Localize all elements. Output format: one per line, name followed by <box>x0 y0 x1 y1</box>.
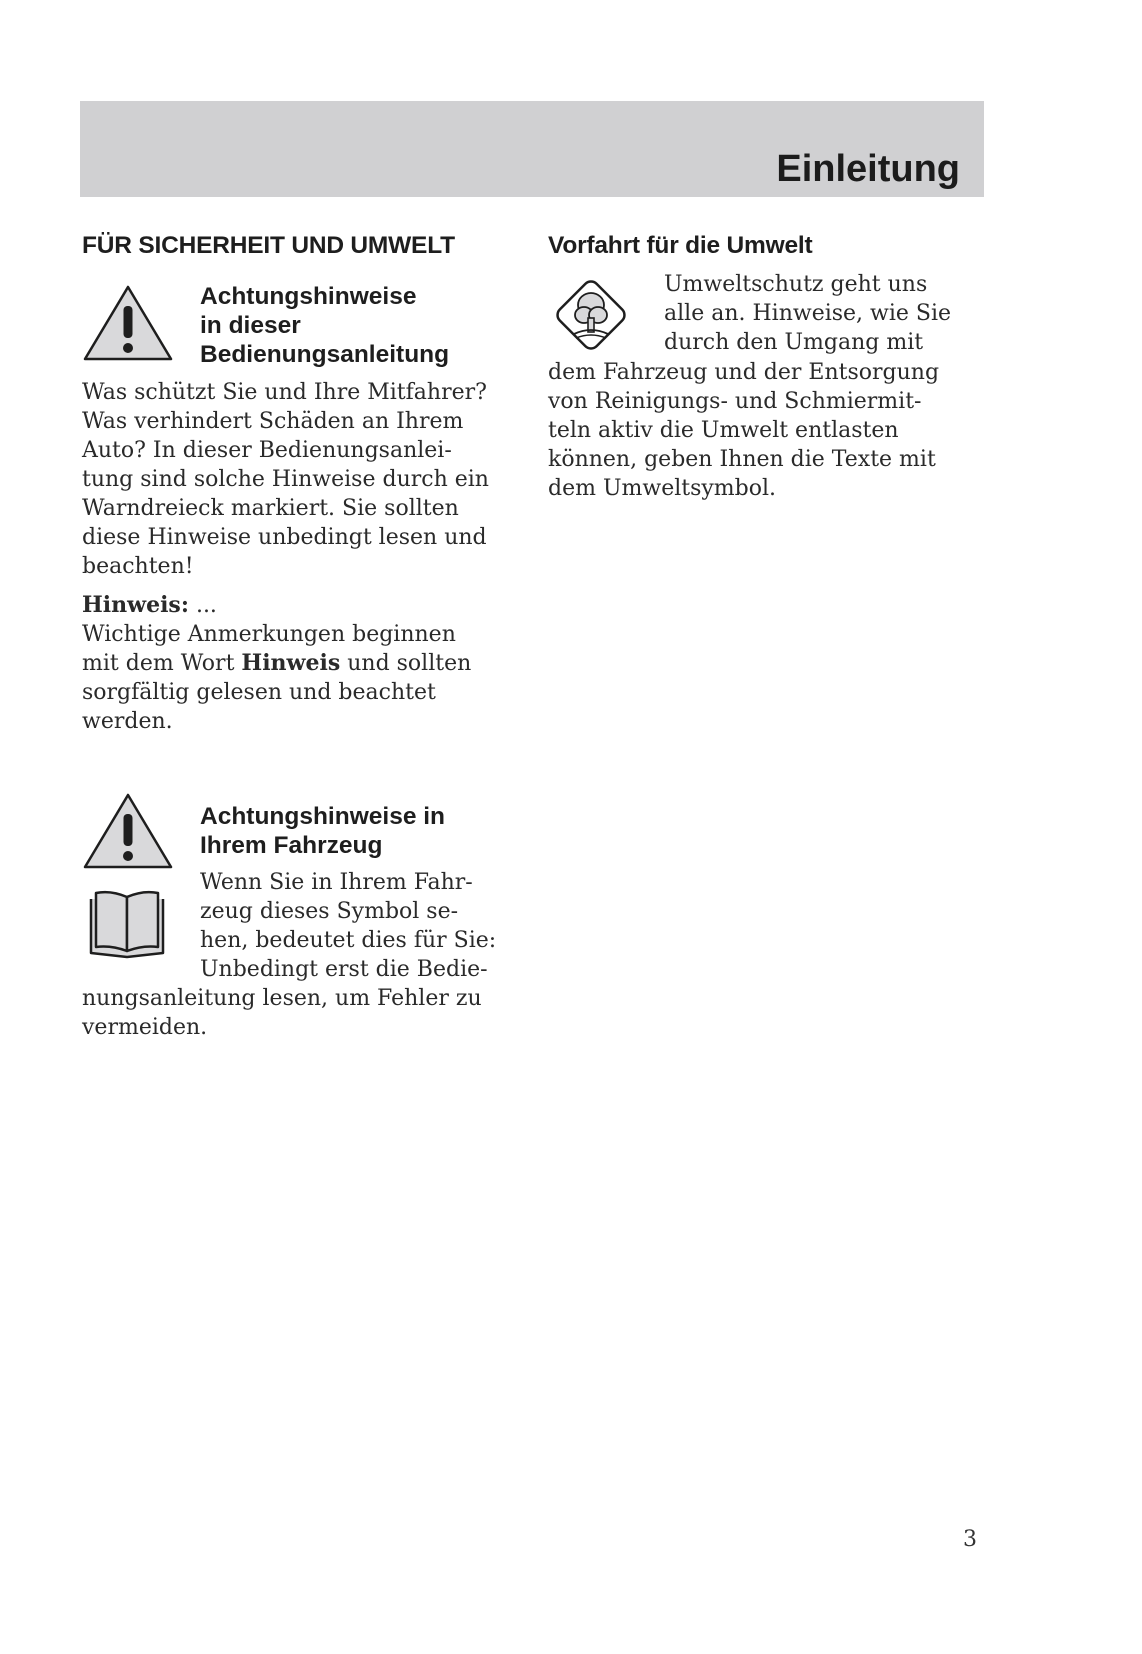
page-title: Einleitung <box>776 148 960 190</box>
body-line: diese Hinweise unbedingt lesen und <box>82 525 487 550</box>
body-line: Was verhindert Schäden an Ihrem <box>82 409 464 434</box>
warning-block-vehicle <box>82 802 522 1042</box>
body-line: Warndreieck markiert. Sie sollten <box>82 496 459 521</box>
note-line-2 <box>82 649 522 678</box>
section-heading-environment: Vorfahrt für die Umwelt <box>548 232 813 259</box>
body-line: vermeiden. <box>82 1015 208 1040</box>
body-line: teln aktiv die Umwelt entlasten <box>548 418 899 443</box>
body-line: nungsanleitung lesen, um Fehler zu <box>82 986 482 1011</box>
note-label-line <box>82 591 522 620</box>
manual-warning-paragraph <box>82 378 522 581</box>
body-line: von Reinigungs- und Schmiermit- <box>548 389 922 414</box>
body-line: Wenn Sie in Ihrem Fahr- <box>200 870 473 895</box>
body-line: tung sind solche Hinweise durch ein <box>82 467 489 492</box>
body-line: Unbedingt erst die Bedie- <box>200 957 488 982</box>
body-line: sorgfältig gelesen und beachtet <box>82 680 436 705</box>
warning-triangle-icon <box>82 284 174 364</box>
page-number: 3 <box>963 1527 977 1552</box>
subheading-line: in dieser <box>200 312 301 339</box>
subheading-line: Achtungshinweise <box>200 283 417 310</box>
body-line: Umweltschutz geht uns <box>664 272 928 297</box>
environment-tree-icon <box>548 272 634 358</box>
body-line: Was schützt Sie und Ihre Mitfahrer? <box>82 380 487 405</box>
body-line: hen, bedeutet dies für Sie: <box>200 928 497 953</box>
subheading-line: Achtungshinweise in <box>200 803 446 830</box>
body-line: Wichtige Anmerkungen beginnen <box>82 622 456 647</box>
body-line: alle an. Hinweise, wie Sie <box>664 301 952 326</box>
note-paragraph <box>82 591 522 736</box>
header-bar <box>80 101 984 197</box>
warning-triangle-icon <box>82 792 174 872</box>
subheading-line: Bedienungsanleitung <box>200 341 450 368</box>
body-line: durch den Umgang mit <box>664 330 924 355</box>
warning-block-manual <box>82 280 522 376</box>
body-line: zeug dieses Symbol se- <box>200 899 459 924</box>
body-line: Auto? In dieser Bedienungsanlei- <box>82 438 452 463</box>
body-line: dem Umweltsymbol. <box>548 476 777 501</box>
subheading-line: Ihrem Fahrzeug <box>200 832 383 859</box>
section-heading-safety: FÜR SICHERHEIT UND UMWELT <box>82 232 455 259</box>
body-line: dem Fahrzeug und der Entsorgung <box>548 360 940 385</box>
body-line: beachten! <box>82 554 194 579</box>
note-line2-suffix: und sollten <box>340 651 472 676</box>
manual-book-icon <box>85 889 169 961</box>
right-column <box>548 232 988 503</box>
body-line: werden. <box>82 709 173 734</box>
note-label: Hinweis: <box>82 592 189 618</box>
left-column <box>82 232 522 1042</box>
note-keyword: Hinweis <box>241 650 341 676</box>
environment-paragraph <box>548 270 988 503</box>
body-line: können, geben Ihnen die Texte mit <box>548 447 936 472</box>
note-line2-prefix: mit dem Wort <box>82 651 242 676</box>
note-label-suffix: ... <box>188 593 217 618</box>
